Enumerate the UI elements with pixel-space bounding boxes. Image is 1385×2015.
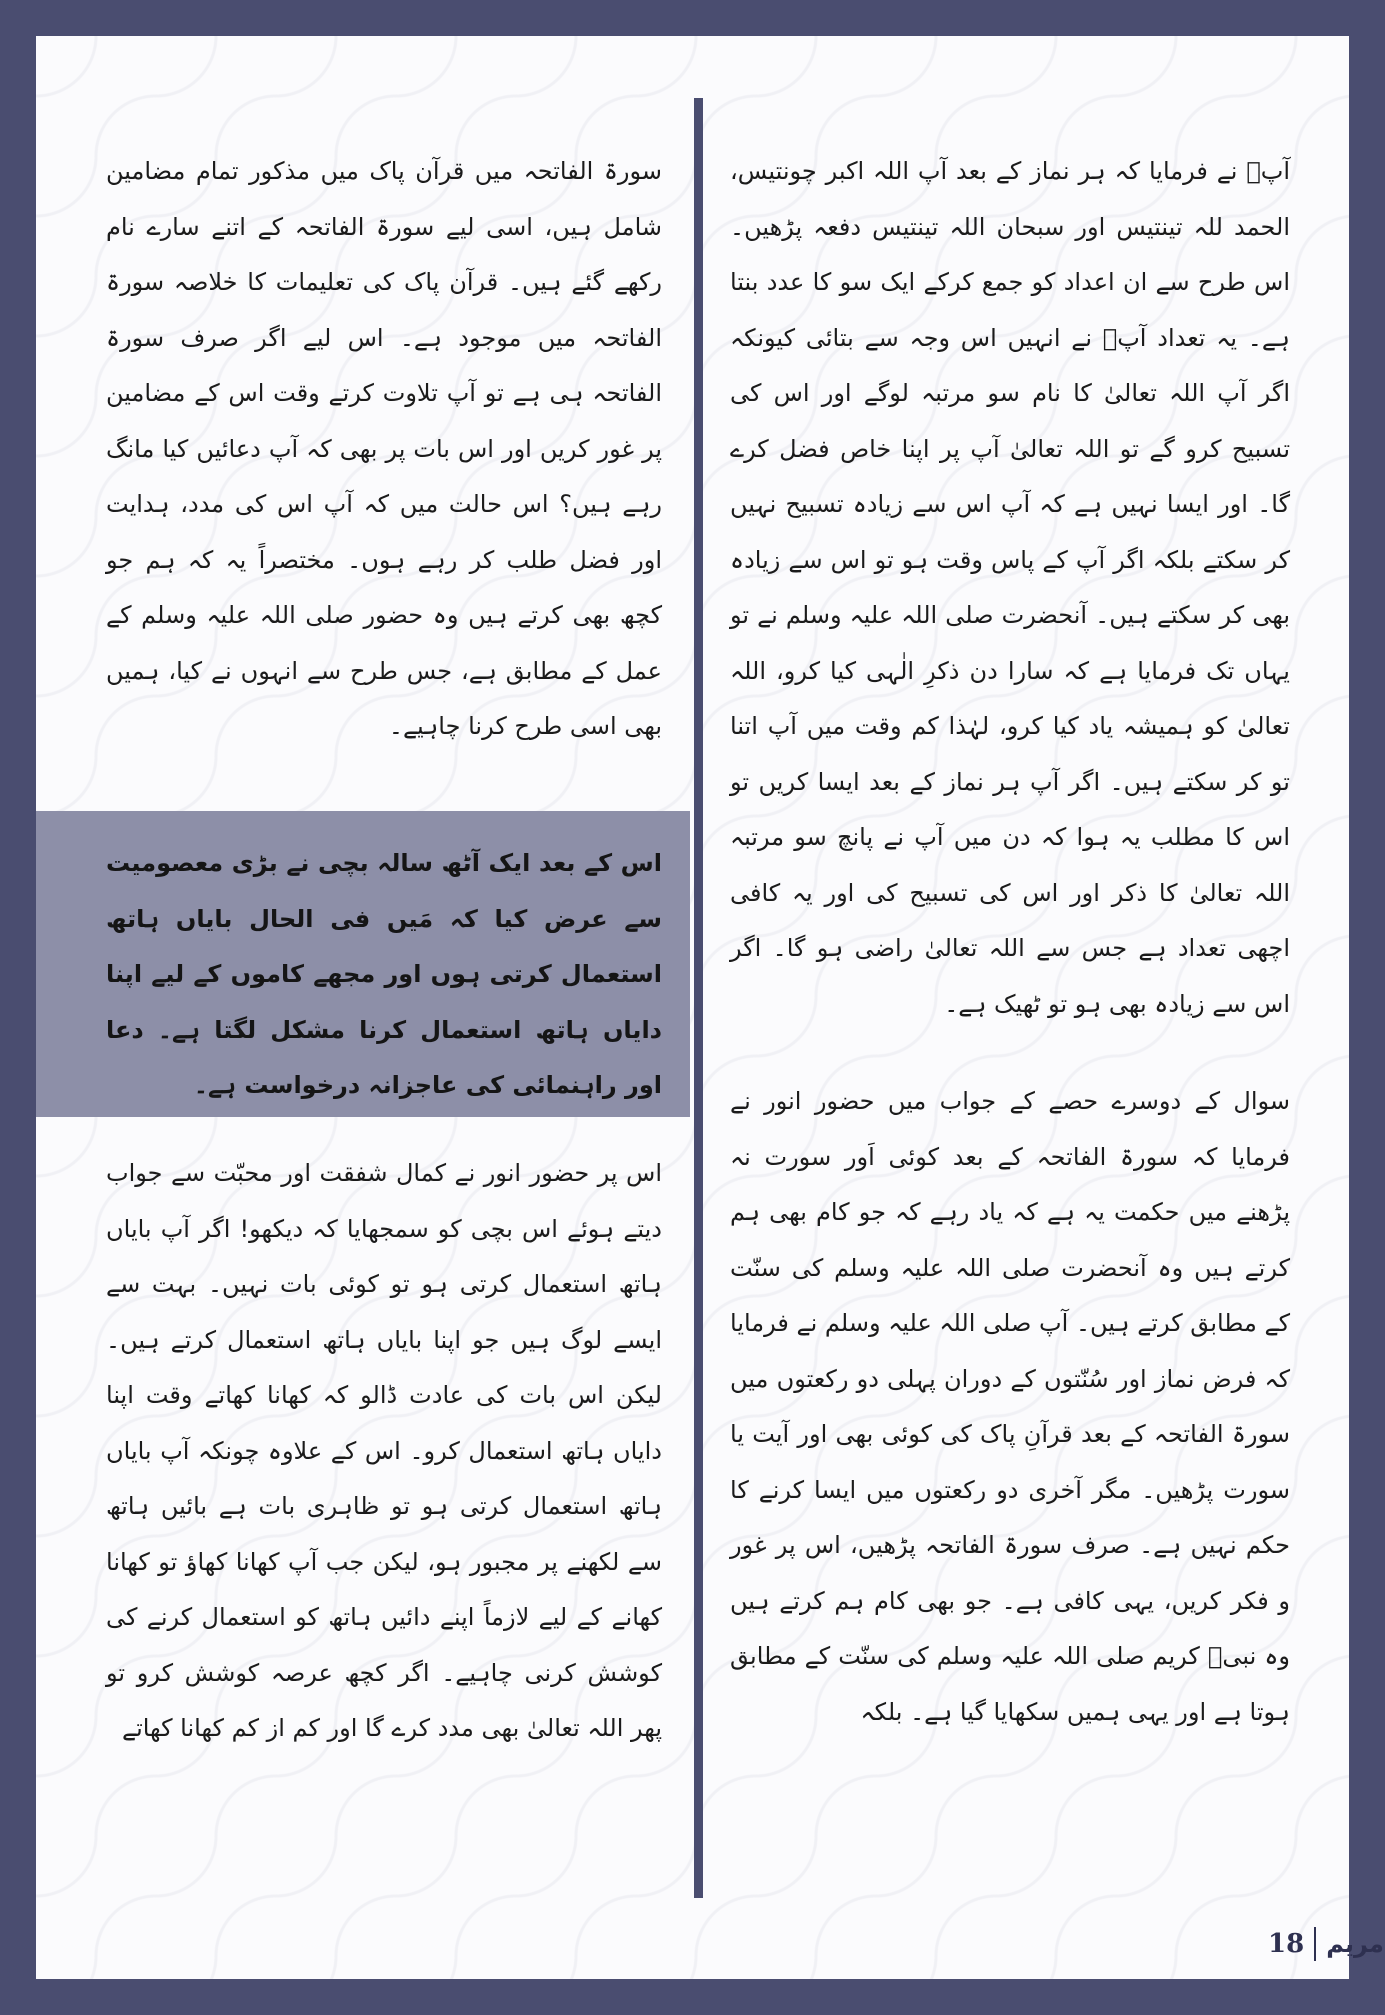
page-number: 18	[1268, 1929, 1305, 1959]
question-text	[106, 836, 662, 1114]
left-bottom-paragraph: اس پر حضور انور نے کمال شفقت اور محبّت سے جواب دیتے ہوئے اس بچی کو سمجھایا کہ دیکھو! اگر آپ بایاں ہاتھ استعمال کرتی ہو تو کوئی بات نہیں۔ بہت سے ایسے لوگ ہیں جو اپنا بایاں ہاتھ استعمال کرتے ہیں۔ لیکن اس بات کی عادت ڈالو کہ کھانا کھاتے وقت اپنا دایاں ہاتھ استعمال کرو۔ اس کے علاوہ چونکہ آپ بایاں ہاتھ استعمال کرتی ہو تو ظاہری بات ہے بائیں ہاتھ سے لکھنے پر مجبور ہو، لیکن جب آپ کھانا کھاؤ تو کھانا کھانے کے لیے لازماً اپنے دائیں ہاتھ کو استعمال کرنے کی کوشش کرنی چاہیے۔ اگر کچھ عرصہ کوشش کرو تو پھر اللہ تعالیٰ بھی مدد کرے گا اور کم از کم کھانا کھاتے	[106, 1159, 662, 1742]
footer-separator	[1314, 1927, 1316, 1961]
right-column	[730, 144, 1290, 1740]
column-divider	[694, 98, 703, 1898]
left-top-paragraph: سورۃ الفاتحہ میں قرآن پاک میں مذکور تمام مضامین شامل ہیں، اسی لیے سورۃ الفاتحہ کے اتنے سارے نام رکھے گئے ہیں۔ قرآن پاک کی تعلیمات کا خلاصہ سورۃ الفاتحہ میں موجود ہے۔ اس لیے اگر صرف سورۃ الفاتحہ ہی ہے تو آپ تلاوت کرتے وقت اس کے مضامین پر غور کریں اور اس بات پر بھی کہ آپ دعائیں کیا مانگ رہے ہیں؟ اس حالت میں کہ آپ اس کی مدد، ہدایت اور فضل طلب کر رہے ہوں۔ مختصراً یہ کہ ہم جو کچھ بھی کرتے ہیں وہ حضور صلی اللہ علیہ وسلم کے عمل کے مطابق ہے، جس طرح سے انہوں نے کیا، ہمیں بھی اسی طرح کرنا چاہیے۔	[106, 157, 662, 740]
left-column-bottom	[106, 1146, 662, 1757]
question-paragraph: اس کے بعد ایک آٹھ سالہ بچی نے بڑی معصومیت سے عرض کیا کہ مَیں فی الحال بایاں ہاتھ استعمال کرتی ہوں اور مجھے کاموں کے لیے اپنا دایاں ہاتھ استعمال کرنا مشکل لگتا ہے۔ دعا اور راہنمائی کی عاجزانہ درخواست ہے۔	[106, 849, 662, 1099]
page	[36, 36, 1384, 1979]
left-column-top	[106, 144, 662, 755]
right-paragraph-1: آپؑ نے فرمایا کہ ہر نماز کے بعد آپ اللہ اکبر چونتیس، الحمد للہ تینتیس اور سبحان اللہ تینتیس دفعہ پڑھیں۔ اس طرح سے ان اعداد کو جمع کرکے ایک سو کا عدد بنتا ہے۔ یہ تعداد آپؑ نے انہیں اس وجہ سے بتائی کیونکہ اگر آپ اللہ تعالیٰ کا نام سو مرتبہ لوگے اور اس کی تسبیح کرو گے تو اللہ تعالیٰ آپ پر اپنا خاص فضل کرے گا۔ اور ایسا نہیں ہے کہ آپ اس سے زیادہ تسبیح نہیں کر سکتے بلکہ اگر آپ کے پاس وقت ہو تو اس سے زیادہ بھی کر سکتے ہیں۔ آنحضرت صلی اللہ علیہ وسلم نے تو یہاں تک فرمایا ہے کہ سارا دن ذکرِ الٰہی کیا کرو، اللہ تعالیٰ کو ہمیشہ یاد کیا کرو، لہٰذا کم وقت میں آپ اتنا تو کر سکتے ہیں۔ اگر آپ ہر نماز کے بعد ایسا کریں تو اس کا مطلب یہ ہوا کہ دن میں آپ نے پانچ سو مرتبہ اللہ تعالیٰ کا ذکر اور اس کی تسبیح کی اور یہ کافی اچھی تعداد ہے جس سے اللہ تعالیٰ راضی ہو گا۔ اگر اس سے زیادہ بھی ہو تو ٹھیک ہے۔	[730, 157, 1290, 1018]
page-footer	[1268, 1924, 1384, 1964]
magazine-name: مریم	[1326, 1930, 1384, 1958]
right-paragraph-2: سوال کے دوسرے حصے کے جواب میں حضور انور نے فرمایا کہ سورۃ الفاتحہ کے بعد کوئی اَور سورت نہ پڑھنے میں حکمت یہ ہے کہ یاد رہے کہ جو کام بھی ہم کرتے ہیں وہ آنحضرت صلی اللہ علیہ وسلم کی سنّت کے مطابق کرتے ہیں۔ آپ صلی اللہ علیہ وسلم نے فرمایا کہ فرض نماز اور سُنّتوں کے دوران پہلی دو رکعتوں میں سورۃ الفاتحہ کے بعد قرآنِ پاک کی کوئی بھی اور آیت یا سورت پڑھیں۔ مگر آخری دو رکعتوں میں ایسا کرنے کا حکم نہیں ہے۔ صرف سورۃ الفاتحہ پڑھیں، اس پر غور و فکر کریں، یہی کافی ہے۔ جو بھی کام ہم کرتے ہیں وہ نبیؐ کریم صلی اللہ علیہ وسلم کی سنّت کے مطابق ہوتا ہے اور یہی ہمیں سکھایا گیا ہے۔ بلکہ	[730, 1087, 1291, 1726]
paragraph-gap	[730, 1032, 1290, 1074]
